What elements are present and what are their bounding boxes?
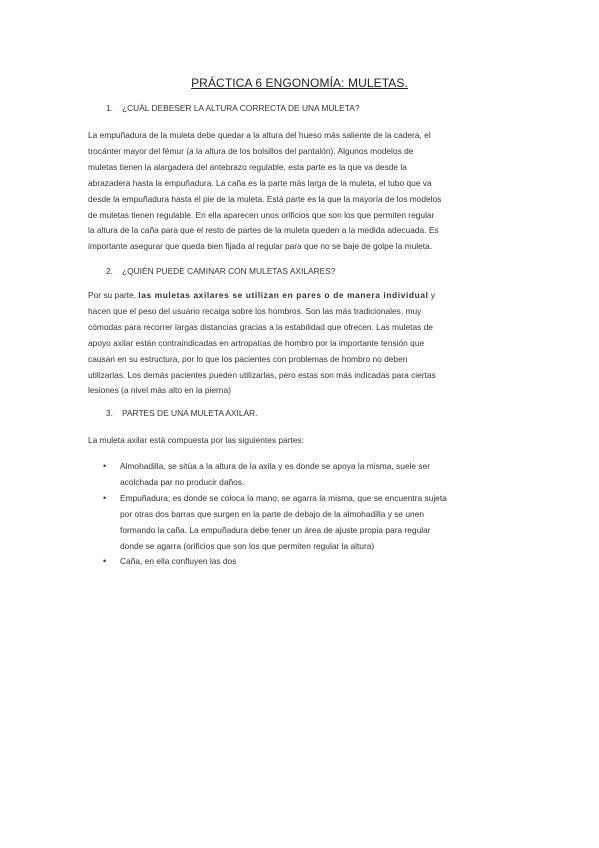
- paragraph-line: cómodas para recorrer largas distancias gracias a la estabilidad que ofrecen. Las muletas de: [88, 321, 433, 332]
- section-1-title: ¿CUÁL DEBESER LA ALTURA CORRECTA DE UNA MULETA?: [122, 103, 360, 113]
- section-3-intro: [88, 433, 520, 449]
- bullet-item: [88, 491, 528, 555]
- paragraph-text: y: [428, 290, 436, 300]
- section-3-heading: [106, 408, 257, 418]
- bullet-line: formando la caña. La empuñadura debe tener un área de ajuste propia para regular: [120, 524, 431, 535]
- paragraph-line: desde la empuñadura hasta el pie de la muleta. Está parte es la que la mayoría de los modelos: [88, 193, 442, 204]
- paragraph-line: [88, 288, 520, 304]
- section-3-title: PARTES DE UNA MULETA AXILAR.: [122, 408, 258, 418]
- paragraph-line: apoyo axilar están contraindicadas en artropatías de hombro por la importante tensión que: [88, 337, 425, 348]
- section-1-paragraph: [88, 128, 520, 255]
- paragraph-line: La muleta axilar está compuesta por las siguientes partes:: [88, 435, 305, 445]
- bullet-line: acolchada par no producir daños.: [120, 476, 245, 487]
- bullet-line: Caña, en ella confluyen las dos: [120, 556, 237, 567]
- bullet-line: donde se agarra (orificios que son los que permiten regular la altura): [120, 540, 375, 551]
- bullet-item: [88, 554, 528, 570]
- bullet-icon: •: [103, 556, 107, 567]
- bullet-item: [88, 459, 528, 491]
- paragraph-line: lesiones (a nivel más alto en la pierna): [88, 385, 231, 396]
- paragraph-line: la altura de la caña para que el resto de partes de la muleta queden a la medida adecuada. Es: [88, 225, 439, 236]
- section-3-number: 3.: [106, 408, 113, 418]
- paragraph-line: trocánter mayor del fémur (a la altura de los bolsillos del pantalón). Algunos modelos de: [88, 145, 414, 156]
- paragraph-line: importante asegurar que queda bien fijada al regular para que no se baje de golpe la muleta.: [88, 241, 433, 252]
- paragraph-line: de muletas tienen regulable. En ella aparecen unos orificios que son los que permiten regular: [88, 209, 435, 220]
- bullet-icon: •: [103, 461, 107, 471]
- section-2-heading: [106, 266, 335, 276]
- bold-phrase: las muletas axilares se utilizan en pares o de manera individual: [138, 290, 429, 300]
- bullet-line: Empuñadura, es donde se coloca la mano, se agarra la misma, que se encuentra sujeta: [120, 492, 447, 503]
- parts-bullet-list: [88, 459, 528, 570]
- paragraph-line: abrazadera hasta la empuñadura. La caña es la parte más larga de la muleta, el tubo que va: [88, 177, 432, 188]
- section-1-number: 1.: [106, 103, 113, 113]
- document-title: PRÁCTICA 6 ENGONOMÍA: MULETAS.: [191, 76, 408, 90]
- paragraph-line: causan en su estructura, por lo que los pacientes con problemas de hombro no deben: [88, 353, 408, 364]
- bullet-line: Almohadilla, se sitúa a la altura de la axila y es donde se apoya la misma, suele ser: [120, 461, 431, 471]
- bullet-icon: •: [103, 492, 107, 503]
- paragraph-line: La empuñadura de la muleta debe quedar a la altura del hueso más saliente de la cadera, el: [88, 130, 431, 140]
- section-2-title: ¿QUIÉN PUEDE CAMINAR CON MULETAS AXILARES?: [122, 266, 336, 276]
- paragraph-line: muletas tienen la alargadera del antebrazo regulable, esta parte es la que va desde la: [88, 161, 407, 172]
- bullet-line: por otras dos barras que surgen en la parte de debajo de la almohadilla y se unen: [120, 508, 425, 519]
- paragraph-text: Por su parte,: [88, 290, 139, 300]
- paragraph-line: hacen que el peso del usuario recaiga sobre los hombros. Son las más tradicionales, muy: [88, 305, 422, 316]
- section-1-heading: [106, 103, 360, 113]
- section-2-number: 2.: [106, 266, 113, 276]
- section-2-paragraph: [88, 288, 520, 399]
- paragraph-line: utilizarlas. Los demás pacientes pueden utilizarlas, pero estas son más indicadas para ciertas: [88, 369, 436, 380]
